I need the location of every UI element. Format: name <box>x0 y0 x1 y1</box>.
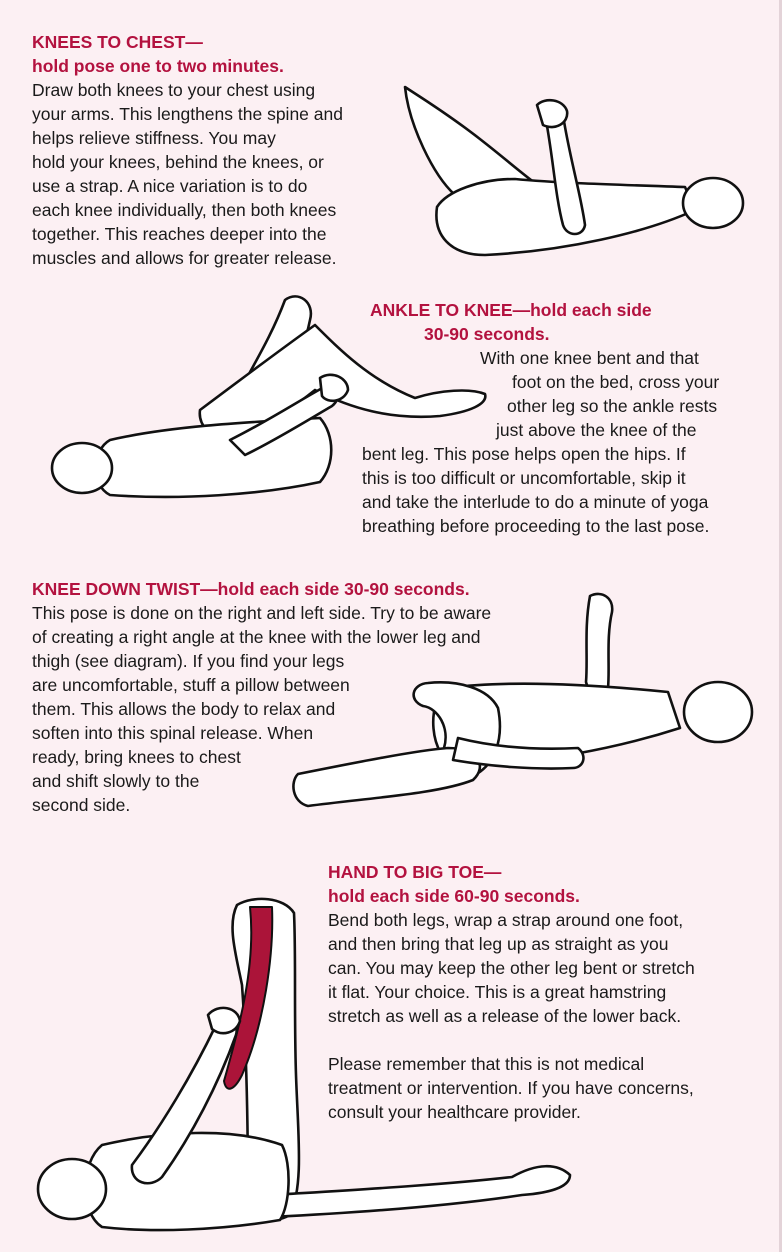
body-line: together. This reaches deeper into the <box>32 224 327 244</box>
body-line: just above the knee of the <box>496 420 697 440</box>
body-line: of creating a right angle at the knee with the lower leg and <box>32 627 481 647</box>
body-line: This pose is done on the right and left side. Try to be aware <box>32 603 492 623</box>
body-line: muscles and allows for greater release. <box>32 248 337 268</box>
section-subheading: hold each side 60-90 seconds. <box>328 886 580 906</box>
section-subheading: hold pose one to two minutes. <box>32 56 284 76</box>
body-line: ready, bring knees to chest <box>32 747 241 767</box>
hand-to-big-toe-illustration <box>22 895 582 1245</box>
flat-leg-figure <box>272 1166 570 1217</box>
section-ankle-to-knee <box>362 298 719 538</box>
body-line: second side. <box>32 795 131 815</box>
body-line: stretch as well as a release of the lower back. <box>328 1006 682 1026</box>
knees-to-chest-illustration <box>395 75 755 270</box>
body-line: foot on the bed, cross your <box>512 372 720 392</box>
body-line: this is too difficult or uncomfortable, skip it <box>362 468 686 488</box>
section-knees-to-chest <box>32 30 343 270</box>
body-line: With one knee bent and that <box>480 348 699 368</box>
body-line: other leg so the ankle rests <box>507 396 718 416</box>
body-line: Draw both knees to your chest using <box>32 80 316 100</box>
torso-figure <box>96 418 332 497</box>
body-line: are uncomfortable, stuff a pillow between <box>32 675 350 695</box>
body-line: can. You may keep the other leg bent or stretch <box>328 958 695 978</box>
section-heading: ANKLE TO KNEE—hold each side <box>370 300 652 320</box>
hand-figure <box>320 375 348 401</box>
torso-figure <box>86 1133 289 1230</box>
head-figure <box>52 443 112 493</box>
body-line: use a strap. A nice variation is to do <box>32 176 308 196</box>
disclaimer-line: treatment or intervention. If you have concerns, <box>328 1078 694 1098</box>
body-line: thigh (see diagram). If you find your legs <box>32 651 345 671</box>
section-heading: KNEES TO CHEST— <box>32 32 203 52</box>
body-line: soften into this spinal release. When <box>32 723 314 743</box>
disclaimer-line: consult your healthcare provider. <box>328 1102 581 1122</box>
body-line: and shift slowly to the <box>32 771 200 791</box>
body-line: it flat. Your choice. This is a great hamstring <box>328 982 667 1002</box>
knee-down-twist-illustration <box>288 588 758 818</box>
disclaimer-line: Please remember that this is not medical <box>328 1054 645 1074</box>
body-line: Bend both legs, wrap a strap around one foot, <box>328 910 684 930</box>
body-line: your arms. This lengthens the spine and <box>32 104 343 124</box>
body-line: and then bring that leg up as straight as you <box>328 934 669 954</box>
head-figure <box>684 682 752 742</box>
body-line: them. This allows the body to relax and <box>32 699 336 719</box>
body-line: bent leg. This pose helps open the hips. If <box>362 444 686 464</box>
hand-figure <box>208 1008 240 1033</box>
raised-arm-figure <box>586 594 612 692</box>
body-line: helps relieve stiffness. You may <box>32 128 276 148</box>
body-line: breathing before proceeding to the last pose. <box>362 516 710 536</box>
hand-figure <box>537 100 567 127</box>
folded-leg-figure <box>293 748 479 806</box>
section-heading: KNEE DOWN TWIST—hold each side 30-90 seconds. <box>32 579 470 599</box>
body-line: each knee individually, then both knees <box>32 200 337 220</box>
section-heading: HAND TO BIG TOE— <box>328 862 502 882</box>
body-line: and take the interlude to do a minute of yoga <box>362 492 709 512</box>
body-line: hold your knees, behind the knees, or <box>32 152 324 172</box>
section-subheading: 30-90 seconds. <box>424 324 550 344</box>
head-figure <box>38 1159 106 1219</box>
head-figure <box>683 178 743 228</box>
